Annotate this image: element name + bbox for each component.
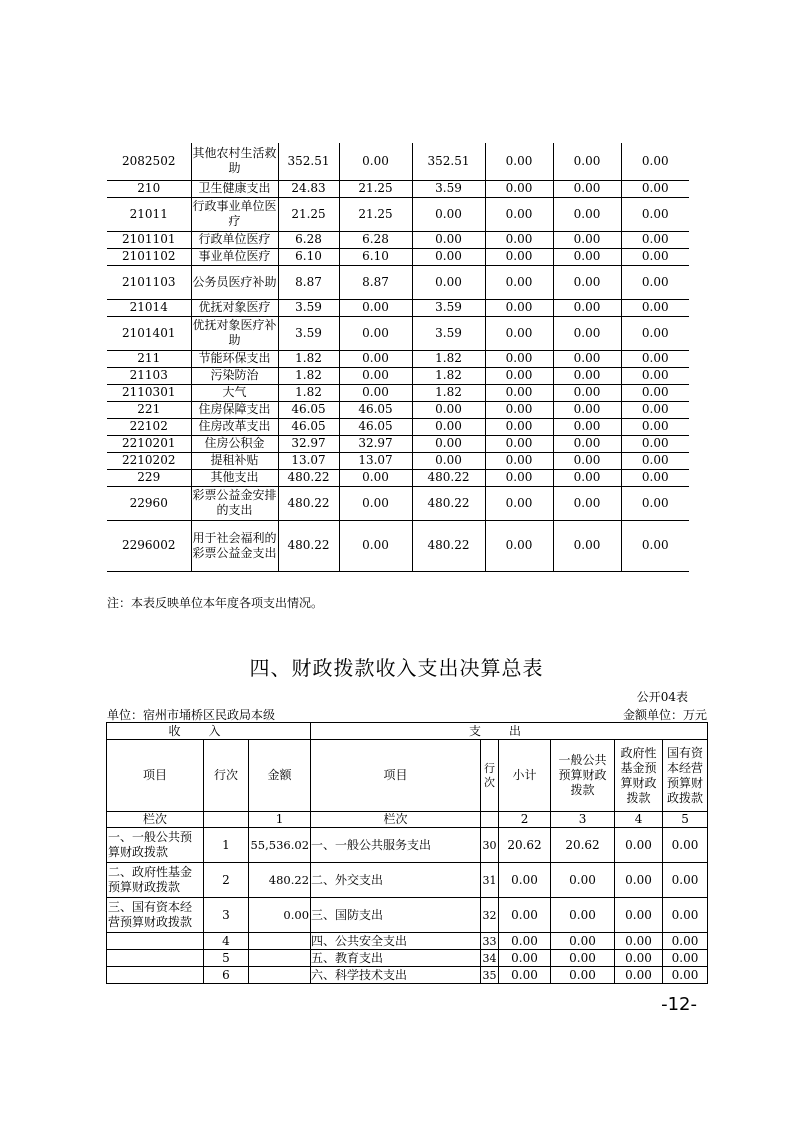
general-budget-cell: 0.00: [551, 898, 615, 933]
income-item-cell: 二、政府性基金预算财政拨款: [107, 863, 204, 898]
amount-cell: 0.00: [553, 197, 621, 231]
col-header-gov-fund: 政府性基金预算财政拨款: [615, 740, 663, 812]
amount-cell: 0.00: [339, 316, 412, 350]
expense-item-cell: 四、公共安全支出: [311, 933, 481, 950]
amount-cell: 0.00: [485, 248, 553, 265]
table-row: [107, 967, 708, 984]
amount-cell: 0.00: [339, 469, 412, 486]
subject-name-cell: 大气: [191, 384, 278, 401]
state-capital-cell: 0.00: [663, 898, 708, 933]
subject-code-cell: 2110301: [107, 384, 191, 401]
amount-cell: 480.22: [412, 486, 485, 520]
amount-cell: 0.00: [553, 384, 621, 401]
amount-cell: 0.00: [553, 316, 621, 350]
page-number: -12-: [661, 994, 697, 1015]
general-budget-cell: 0.00: [551, 863, 615, 898]
form-code: 公开04表: [636, 690, 688, 704]
table-row: [107, 520, 689, 571]
subject-code-cell: 229: [107, 469, 191, 486]
table-note: 注：本表反映单位本年度各项支出情况。: [107, 596, 324, 610]
amount-cell: 0.00: [553, 180, 621, 197]
amount-cell: 0.00: [553, 401, 621, 418]
income-row-no-cell: 4: [204, 933, 249, 950]
amount-cell: 0.00: [485, 143, 553, 180]
subtotal-cell: 0.00: [499, 950, 551, 967]
amount-cell: 21.25: [278, 197, 339, 231]
gov-fund-cell: 0.00: [615, 933, 663, 950]
subject-code-cell: 2101102: [107, 248, 191, 265]
amount-cell: 0.00: [485, 469, 553, 486]
table-row: [107, 231, 689, 248]
amount-cell: 21.25: [339, 197, 412, 231]
amount-cell: 3.59: [278, 299, 339, 316]
amount-cell: 0.00: [621, 469, 689, 486]
table-row: [107, 933, 708, 950]
amount-cell: 0.00: [485, 435, 553, 452]
amount-cell: 6.10: [278, 248, 339, 265]
amount-cell: 1.82: [278, 384, 339, 401]
amount-cell: 0.00: [553, 248, 621, 265]
table-row: [107, 299, 689, 316]
amount-cell: 0.00: [621, 299, 689, 316]
index-blank: [204, 812, 249, 828]
subject-name-cell: 公务员医疗补助: [191, 265, 278, 299]
index-3: 3: [551, 812, 615, 828]
expense-row-no-cell: 32: [481, 898, 499, 933]
subject-code-cell: 2101101: [107, 231, 191, 248]
gov-fund-cell: 0.00: [615, 863, 663, 898]
amount-cell: 0.00: [553, 265, 621, 299]
amount-cell: 0.00: [485, 350, 553, 367]
subject-name-cell: 提租补贴: [191, 452, 278, 469]
section-title: 四、财政拨款收入支出决算总表: [249, 656, 544, 680]
amount-cell: 0.00: [621, 520, 689, 571]
amount-cell: 0.00: [485, 486, 553, 520]
amount-cell: 0.00: [621, 143, 689, 180]
amount-cell: 0.00: [621, 180, 689, 197]
general-budget-cell: 0.00: [551, 967, 615, 984]
amount-cell: 0.00: [412, 401, 485, 418]
subject-name-cell: 节能环保支出: [191, 350, 278, 367]
expense-item-cell: 六、科学技术支出: [311, 967, 481, 984]
subject-name-cell: 行政事业单位医疗: [191, 197, 278, 231]
income-item-cell: 三、国有资本经营预算财政拨款: [107, 898, 204, 933]
amount-cell: 8.87: [278, 265, 339, 299]
subject-code-cell: 221: [107, 401, 191, 418]
subject-code-cell: 211: [107, 350, 191, 367]
amount-cell: 0.00: [485, 452, 553, 469]
subtotal-cell: 0.00: [499, 967, 551, 984]
amount-cell: 0.00: [412, 197, 485, 231]
index-5: 5: [663, 812, 708, 828]
amount-cell: 0.00: [339, 367, 412, 384]
amount-cell: 0.00: [485, 520, 553, 571]
amount-cell: 0.00: [485, 265, 553, 299]
amount-cell: 0.00: [621, 401, 689, 418]
amount-cell: 0.00: [412, 452, 485, 469]
amount-cell: 0.00: [553, 418, 621, 435]
income-amount-cell: 55,536.02: [249, 828, 311, 863]
subtotal-cell: 0.00: [499, 933, 551, 950]
table-row: [107, 316, 689, 350]
income-amount-cell: [249, 967, 311, 984]
subject-name-cell: 住房公积金: [191, 435, 278, 452]
amount-cell: 46.05: [278, 401, 339, 418]
subject-code-cell: 2101401: [107, 316, 191, 350]
table-row: [107, 143, 689, 180]
state-capital-cell: 0.00: [663, 933, 708, 950]
subtotal-cell: 20.62: [499, 828, 551, 863]
income-header: 收入: [107, 723, 311, 740]
amount-cell: 480.22: [278, 486, 339, 520]
subject-name-cell: 住房改革支出: [191, 418, 278, 435]
state-capital-cell: 0.00: [663, 828, 708, 863]
table-row: [107, 367, 689, 384]
amount-cell: 0.00: [621, 248, 689, 265]
amount-cell: 480.22: [278, 520, 339, 571]
amount-cell: 24.83: [278, 180, 339, 197]
amount-cell: 0.00: [339, 384, 412, 401]
subject-code-cell: 21011: [107, 197, 191, 231]
col-header-exp-row-no: 行次: [481, 740, 499, 812]
subtotal-cell: 0.00: [499, 898, 551, 933]
amount-cell: 1.82: [412, 384, 485, 401]
expense-item-cell: 三、国防支出: [311, 898, 481, 933]
amount-cell: 0.00: [339, 486, 412, 520]
unit-label: 单位：宿州市埇桥区民政局本级: [107, 708, 276, 722]
income-item-cell: [107, 933, 204, 950]
amount-cell: 480.22: [412, 520, 485, 571]
amount-cell: 0.00: [553, 520, 621, 571]
gov-fund-cell: 0.00: [615, 950, 663, 967]
subject-code-cell: 21014: [107, 299, 191, 316]
table-row: [107, 384, 689, 401]
income-row-no-cell: 3: [204, 898, 249, 933]
subject-name-cell: 优抚对象医疗: [191, 299, 278, 316]
income-row-no-cell: 5: [204, 950, 249, 967]
amount-cell: 0.00: [621, 197, 689, 231]
col-header-item: 项目: [107, 740, 204, 812]
table-row: [107, 435, 689, 452]
amount-cell: 0.00: [553, 435, 621, 452]
fiscal-appropriation-summary-table: [106, 722, 708, 984]
general-budget-cell: 0.00: [551, 933, 615, 950]
amount-cell: 0.00: [553, 469, 621, 486]
subtotal-cell: 0.00: [499, 863, 551, 898]
gov-fund-cell: 0.00: [615, 898, 663, 933]
amount-cell: 3.59: [278, 316, 339, 350]
amount-cell: 32.97: [339, 435, 412, 452]
gov-fund-cell: 0.00: [615, 828, 663, 863]
amount-cell: 0.00: [412, 265, 485, 299]
table-row: [107, 950, 708, 967]
expenditure-detail-table: [107, 143, 689, 572]
income-item-cell: [107, 967, 204, 984]
expense-row-no-cell: 34: [482, 951, 497, 965]
amount-cell: 32.97: [278, 435, 339, 452]
amount-cell: 46.05: [278, 418, 339, 435]
amount-cell: 13.07: [278, 452, 339, 469]
subject-code-cell: 210: [107, 180, 191, 197]
amount-cell: 0.00: [621, 435, 689, 452]
amount-cell: 6.28: [278, 231, 339, 248]
amount-cell: 0.00: [339, 350, 412, 367]
gov-fund-cell: 0.00: [615, 967, 663, 984]
col-header-subtotal: 小计: [499, 740, 551, 812]
index-label: 栏次: [107, 812, 204, 828]
index-1: 1: [249, 812, 311, 828]
income-amount-cell: 0.00: [249, 898, 311, 933]
amount-cell: 0.00: [485, 231, 553, 248]
amount-cell: 46.05: [339, 401, 412, 418]
state-capital-cell: 0.00: [663, 967, 708, 984]
subject-code-cell: 22102: [107, 418, 191, 435]
amount-cell: 0.00: [621, 384, 689, 401]
general-budget-cell: 20.62: [551, 828, 615, 863]
table-row: [107, 197, 689, 231]
col-header-exp-item: 项目: [311, 740, 481, 812]
subject-name-cell: 行政单位医疗: [191, 231, 278, 248]
subject-code-cell: 2210202: [107, 452, 191, 469]
table-row: [107, 898, 708, 933]
income-amount-cell: [249, 933, 311, 950]
table-row: [107, 452, 689, 469]
subject-name-cell: 其他支出: [191, 469, 278, 486]
amount-cell: 0.00: [553, 350, 621, 367]
amount-cell: 0.00: [621, 452, 689, 469]
amount-cell: 0.00: [553, 231, 621, 248]
expense-row-no-cell: 30: [481, 828, 499, 863]
amount-cell: 0.00: [553, 143, 621, 180]
income-item-cell: [107, 950, 204, 967]
amount-cell: 480.22: [278, 469, 339, 486]
subject-code-cell: 22960: [107, 486, 191, 520]
subject-name-cell: 卫生健康支出: [191, 180, 278, 197]
amount-cell: 0.00: [412, 231, 485, 248]
index-exp-blank: [481, 812, 499, 828]
index-4: 4: [615, 812, 663, 828]
table-row: [107, 863, 708, 898]
col-header-state-capital: 国有资本经营预算财政拨款: [663, 740, 708, 812]
amount-cell: 0.00: [412, 248, 485, 265]
subject-name-cell: 污染防治: [191, 367, 278, 384]
general-budget-cell: 0.00: [551, 950, 615, 967]
index-exp-label: 栏次: [311, 812, 481, 828]
amount-cell: 1.82: [412, 350, 485, 367]
amount-cell: 21.25: [339, 180, 412, 197]
amount-cell: 0.00: [621, 265, 689, 299]
amount-cell: 1.82: [278, 367, 339, 384]
expense-item-cell: 五、教育支出: [311, 950, 481, 967]
amount-cell: 46.05: [339, 418, 412, 435]
index-2: 2: [499, 812, 551, 828]
subject-name-cell: 彩票公益金安排的支出: [191, 486, 278, 520]
subject-name-cell: 住房保障支出: [191, 401, 278, 418]
amount-cell: 1.82: [412, 367, 485, 384]
table-row: [107, 248, 689, 265]
table-row: [107, 265, 689, 299]
amount-cell: 0.00: [485, 316, 553, 350]
amount-cell: 0.00: [621, 367, 689, 384]
amount-cell: 0.00: [339, 299, 412, 316]
amount-cell: 0.00: [621, 231, 689, 248]
col-header-row-no: 行次: [204, 740, 249, 812]
amount-cell: 6.10: [339, 248, 412, 265]
table-row: [107, 418, 689, 435]
amount-cell: 3.59: [412, 180, 485, 197]
amount-cell: 0.00: [485, 418, 553, 435]
income-amount-cell: 480.22: [249, 863, 311, 898]
amount-cell: 0.00: [485, 384, 553, 401]
state-capital-cell: 0.00: [663, 863, 708, 898]
amount-cell: 0.00: [412, 435, 485, 452]
expense-row-no-cell: 31: [481, 863, 499, 898]
table-row: [107, 828, 708, 863]
income-row-no-cell: 1: [204, 828, 249, 863]
amount-cell: 0.00: [621, 350, 689, 367]
table-row: [107, 486, 689, 520]
subject-name-cell: 其他农村生活救助: [191, 143, 278, 180]
state-capital-cell: 0.00: [663, 950, 708, 967]
expense-item-cell: 二、外交支出: [311, 863, 481, 898]
subject-name-cell: 事业单位医疗: [191, 248, 278, 265]
table-row: [107, 469, 689, 486]
income-item-cell: 一、一般公共预算财政拨款: [107, 828, 204, 863]
expense-item-cell: 一、一般公共服务支出: [311, 828, 481, 863]
amount-cell: 0.00: [621, 418, 689, 435]
amount-cell: 0.00: [412, 418, 485, 435]
subject-name-cell: 用于社会福利的彩票公益金支出: [191, 520, 278, 571]
subject-code-cell: 2210201: [107, 435, 191, 452]
amount-cell: 352.51: [278, 143, 339, 180]
amount-cell: 3.59: [412, 316, 485, 350]
amount-cell: 13.07: [339, 452, 412, 469]
table-row: [107, 180, 689, 197]
expense-header: 支出: [311, 723, 708, 740]
amount-cell: 0.00: [621, 486, 689, 520]
table-row: [107, 350, 689, 367]
subject-code-cell: 21103: [107, 367, 191, 384]
expense-row-no-cell: 35: [482, 968, 497, 982]
amount-cell: 1.82: [278, 350, 339, 367]
amount-cell: 0.00: [485, 180, 553, 197]
amount-cell: 0.00: [485, 197, 553, 231]
amount-cell: 0.00: [485, 299, 553, 316]
amount-cell: 6.28: [339, 231, 412, 248]
subject-code-cell: 2082502: [107, 143, 191, 180]
table-row: [107, 401, 689, 418]
income-row-no-cell: 2: [204, 863, 249, 898]
subject-name-cell: 优抚对象医疗补助: [191, 316, 278, 350]
amount-cell: 0.00: [553, 452, 621, 469]
amount-cell: 0.00: [339, 143, 412, 180]
income-amount-cell: [249, 950, 311, 967]
amount-cell: 3.59: [412, 299, 485, 316]
subject-code-cell: 2296002: [107, 520, 191, 571]
amount-cell: 0.00: [553, 367, 621, 384]
amount-unit: 金额单位：万元: [622, 708, 707, 722]
amount-cell: 0.00: [553, 486, 621, 520]
subject-code-cell: 2101103: [107, 265, 191, 299]
amount-cell: 352.51: [412, 143, 485, 180]
amount-cell: 0.00: [553, 299, 621, 316]
income-row-no-cell: 6: [204, 967, 249, 984]
amount-cell: 0.00: [485, 367, 553, 384]
expense-row-no-cell: 33: [482, 934, 497, 948]
amount-cell: 0.00: [339, 520, 412, 571]
amount-cell: 0.00: [621, 316, 689, 350]
col-header-general-budget: 一般公共预算财政拨款: [551, 740, 615, 812]
amount-cell: 0.00: [485, 401, 553, 418]
amount-cell: 8.87: [339, 265, 412, 299]
col-header-amount: 金额: [249, 740, 311, 812]
amount-cell: 480.22: [412, 469, 485, 486]
